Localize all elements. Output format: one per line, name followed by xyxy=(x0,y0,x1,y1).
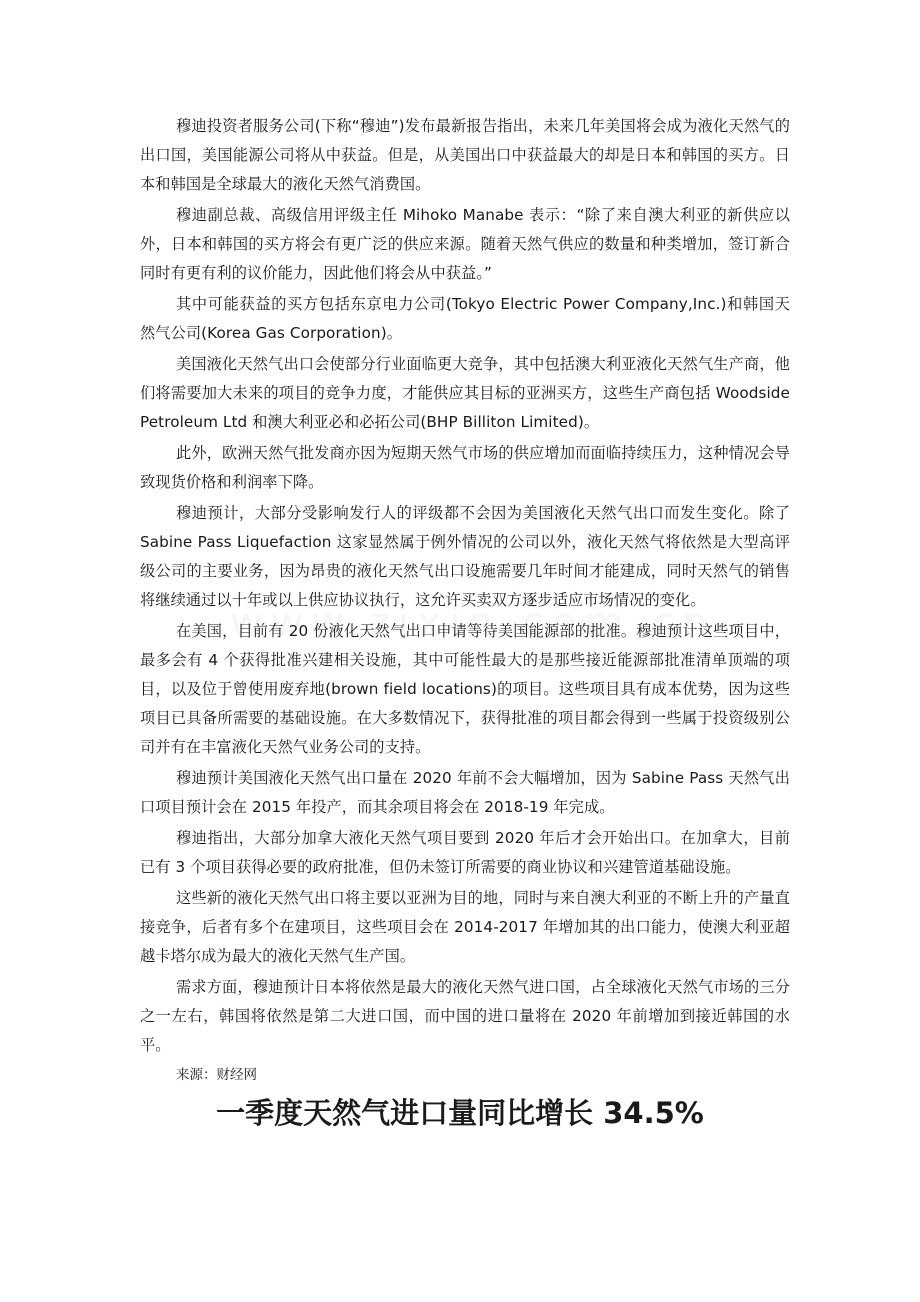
paragraph-6: 穆迪预计，大部分受影响发行人的评级都不会因为美国液化天然气出口而发生变化。除了 Sabine Pass Liquefaction 这家显然属于例外情况的公司以外，液化天然气将依然是大型高评级公司的主要业务，因为昂贵的液化天然气出口设施需要几年时间才能建成，同时天然气的销售将继续通过以十年或以上供应协议执行，这允许买卖双方逐步适应市场情况的变化。 xyxy=(140,504,790,609)
paragraph-4: 美国液化天然气出口会使部分行业面临更大竞争，其中包括澳大利亚液化天然气生产商，他们将需要加大未来的项目的竞争力度，才能供应其目标的亚洲买方，这些生产商包括 Woodside Petroleum Ltd 和澳大利亚必和必拓公司(BHP Billiton Limited)。 xyxy=(140,355,790,431)
paragraph-2: 穆迪副总裁、高级信用评级主任 Mihoko Manabe 表示：“除了来自澳大利亚的新供应以外，日本和韩国的买方将会有更广泛的供应来源。随着天然气供应的数量和种类增加，签订新合同时有更有利的议价能力，因此他们将会从中获益。” xyxy=(140,206,790,282)
article-body xyxy=(140,112,790,1088)
next-article-headline: 一季度天然气进口量同比增长 34.5% xyxy=(216,1096,704,1131)
source-line: 来源：财经网 xyxy=(176,1067,257,1083)
paragraph-7: 在美国，目前有 20 份液化天然气出口申请等待美国能源部的批准。穆迪预计这些项目中，最多会有 4 个获得批准兴建相关设施，其中可能性最大的是那些接近能源部批准清单顶端的项目，以及位于曾使用废弃地(brown field locations)的项目。这些项目具有成本优势，因为这些项目已具备所需要的基础设施。在大多数情况下，获得批准的项目都会得到一些属于投资级别公司并有在丰富液化天然气业务公司的支持。 xyxy=(140,622,790,756)
paragraph-9: 穆迪指出，大部分加拿大液化天然气项目要到 2020 年后才会开始出口。在加拿大，目前已有 3 个项目获得必要的政府批准，但仍未签订所需要的商业协议和兴建管道基础设施。 xyxy=(140,829,790,876)
paragraph-3: 其中可能获益的买方包括东京电力公司(Tokyo Electric Power Company,Inc.)和韩国天然气公司(Korea Gas Corporation)。 xyxy=(140,295,790,342)
paragraph-11: 需求方面，穆迪预计日本将依然是最大的液化天然气进口国，占全球液化天然气市场的三分之一左右，韩国将依然是第二大进口国，而中国的进口量将在 2020 年前增加到接近韩国的水平。 xyxy=(140,978,790,1054)
paragraph-5: 此外，欧洲天然气批发商亦因为短期天然气市场的供应增加而面临持续压力，这种情况会导致现货价格和利润率下降。 xyxy=(140,444,790,491)
paragraph-10: 这些新的液化天然气出口将主要以亚洲为目的地，同时与来自澳大利亚的不断上升的产量直接竞争，后者有多个在建项目，这些项目会在 2014-2017 年增加其的出口能力，使澳大利亚超越卡塔尔成为最大的液化天然气生产国。 xyxy=(140,889,790,965)
paragraph-1: 穆迪投资者服务公司(下称“穆迪”)发布最新报告指出，未来几年美国将会成为液化天然气的出口国，美国能源公司将从中获益。但是，从美国出口中获益最大的却是日本和韩国的买方。日本和韩国是全球最大的液化天然气消费国。 xyxy=(140,117,790,193)
paragraph-8: 穆迪预计美国液化天然气出口量在 2020 年前不会大幅增加，因为 Sabine Pass 天然气出口项目预计会在 2015 年投产，而其余项目将会在 2018-19 年完成。 xyxy=(140,769,790,816)
